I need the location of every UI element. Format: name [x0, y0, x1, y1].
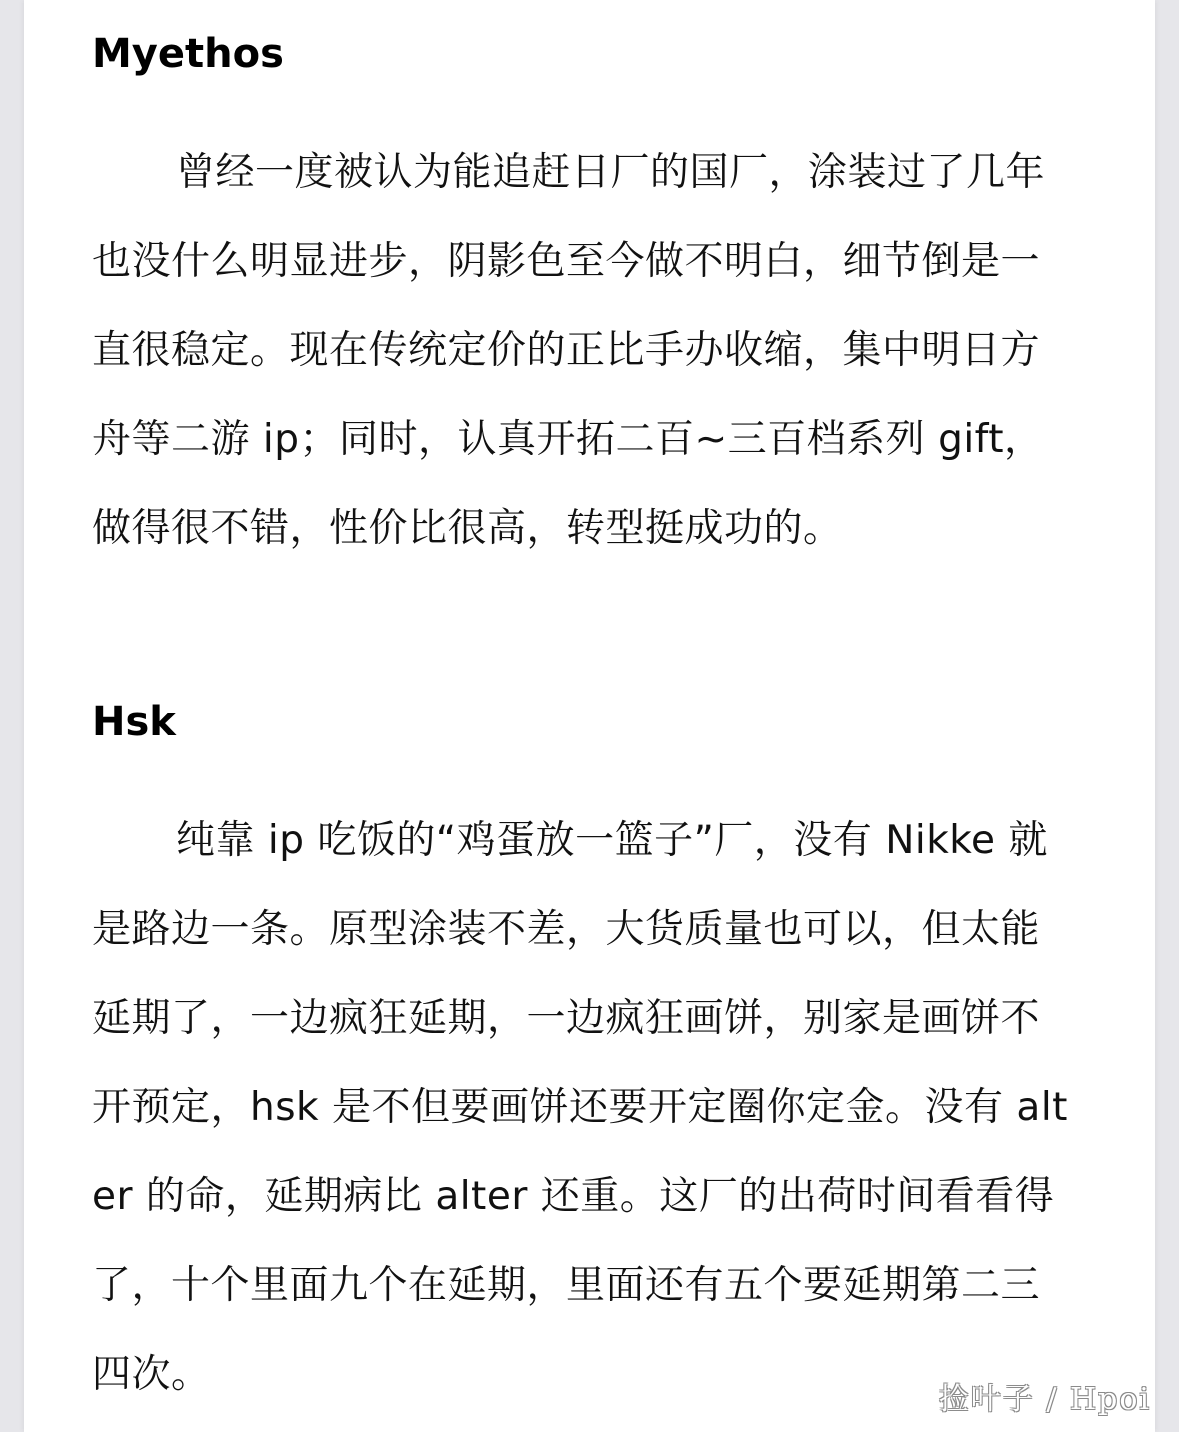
watermark: 捡叶子 / Hpoi	[938, 1382, 1151, 1417]
section-hsk	[92, 694, 1072, 1419]
section-paragraph: 纯靠 ip 吃饭的“鸡蛋放一篮子”厂，没有 Nikke 就是路边一条。原型涂装不差，大货质量也可以，但太能延期了，一边疯狂延期，一边疯狂画饼，别家是画饼不开预定，hsk 是不但要画饼还要开定圈你定金。没有 alter 的命，延期病比 alter 还重。这厂的出荷时间看看得了，十个里面九个在延期，里面还有五个要延期第二三四次。	[92, 818, 1068, 1397]
section-heading: Hsk	[92, 699, 176, 745]
section-paragraph: 曾经一度被认为能追赶日厂的国厂，涂装过了几年也没什么明显进步，阴影色至今做不明白，细节倒是一直很稳定。现在传统定价的正比手办收缩，集中明日方舟等二游 ip；同时，认真开拓二百~三百档系列 gift，做得很不错，性价比很高，转型挺成功的。	[92, 150, 1046, 551]
section-myethos	[92, 26, 1072, 573]
document-page	[24, 0, 1155, 1432]
section-heading: Myethos	[92, 31, 284, 77]
